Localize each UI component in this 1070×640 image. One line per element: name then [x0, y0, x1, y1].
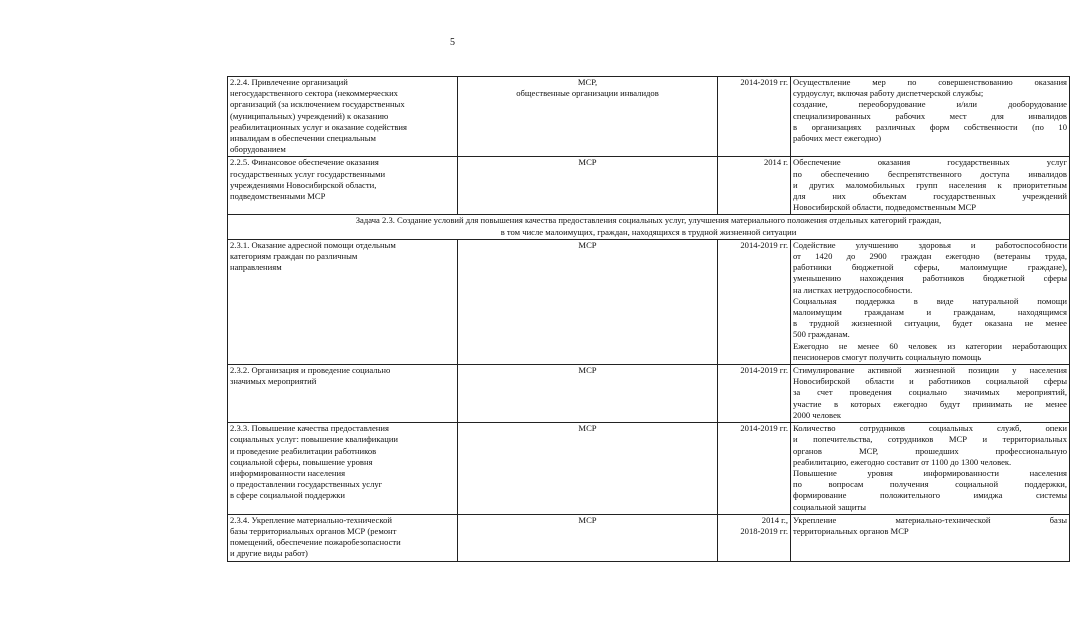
table-row — [228, 239, 1070, 364]
executor-cell — [458, 239, 718, 364]
cell-line: 2018-2019 гг. — [740, 525, 788, 536]
cell-line: реабилитационных услуг и оказание содействия — [230, 121, 407, 132]
cell-line: информированности населения — [230, 467, 346, 478]
cell-line: формирование положительного имиджа системы — [793, 490, 1067, 501]
cell-line: МСР, — [577, 77, 598, 87]
result-cell — [791, 514, 1070, 561]
cell-line: за счет проведения социально значимых мероприятий, — [793, 387, 1067, 398]
cell-line: Осуществление мер по совершенствованию оказания — [793, 77, 1067, 87]
cell-line: МСР — [578, 423, 597, 434]
cell-line: территориальных органов МСР — [793, 525, 909, 536]
cell-line: и проведение реабилитации работников — [230, 445, 377, 456]
cell-line: работники бюджетной сферы, малоимущие граждане), — [793, 262, 1067, 273]
activity-cell — [228, 365, 458, 423]
task-heading — [228, 215, 1070, 239]
cell-line: на листках нетрудоспособности. — [793, 284, 913, 295]
cell-line: специализированных рабочих мест для инвалидов — [793, 110, 1067, 121]
activity-cell — [228, 423, 458, 515]
cell-line: организаций (за исключением государственных — [230, 99, 405, 110]
cell-line: значимых мероприятий — [230, 376, 317, 387]
cell-line: инвалидам в обеспечении специальным — [230, 133, 376, 144]
cell-line: 2014 г. — [763, 157, 788, 168]
task-heading-line: в том числе малоимущих, граждан, находящихся в трудной жизненной ситуации — [500, 226, 797, 237]
cell-line: Социальная поддержка в виде натуральной помощи — [793, 295, 1067, 306]
cell-line: органов МСР, прошедших профессиональную — [793, 445, 1067, 456]
cell-line: в сфере социальной поддержки — [230, 490, 346, 501]
cell-line: МСР — [578, 365, 597, 376]
program-table — [227, 76, 1070, 562]
executor-cell — [458, 157, 718, 215]
cell-line: МСР — [578, 239, 597, 250]
activity-cell — [228, 239, 458, 364]
cell-line: в организациях различных форм собственности (по 10 — [793, 121, 1067, 132]
cell-line: Укрепление материально-технической базы — [793, 514, 1067, 525]
period-cell — [718, 157, 791, 215]
cell-line: Количество сотрудников социальных служб, опеки — [793, 423, 1067, 434]
activity-cell — [228, 157, 458, 215]
cell-line: 500 гражданам. — [793, 329, 850, 340]
cell-line: государственных услуг государственными — [230, 168, 386, 179]
cell-line: учреждениями Новосибирской области, — [230, 179, 377, 190]
cell-line: в трудной жизненной ситуации, будет оказана не менее — [793, 318, 1067, 329]
page-number: 5 — [450, 37, 455, 48]
executor-cell — [458, 365, 718, 423]
cell-line: 2.3.4. Укрепление материально-технической — [230, 514, 393, 525]
result-cell — [791, 77, 1070, 157]
cell-line: социальной защиты — [793, 501, 867, 512]
table-row — [228, 514, 1070, 561]
cell-line: оборудованием — [230, 144, 286, 155]
period-cell — [718, 77, 791, 157]
cell-line: 2.3.1. Оказание адресной помощи отдельным — [230, 239, 396, 250]
cell-line: направлениям — [230, 262, 282, 273]
result-cell — [791, 239, 1070, 364]
table-row — [228, 157, 1070, 215]
cell-line: 2014-2019 гг. — [740, 77, 788, 87]
task-heading-line: Задача 2.3. Создание условий для повышения качества предоставления социальных услуг, улучшения материального положения отдельных категорий граждан, — [355, 215, 942, 226]
cell-line: малоимущим гражданам и гражданам, находящимся — [793, 307, 1067, 318]
cell-line: по обеспечению беспрепятственного доступа инвалидов — [793, 168, 1067, 179]
activity-cell — [228, 77, 458, 157]
cell-line: подведомственными МСР — [230, 191, 326, 202]
cell-line: базы территориальных органов МСР (ремонт — [230, 525, 397, 536]
period-cell — [718, 514, 791, 561]
result-cell — [791, 423, 1070, 515]
executor-cell — [458, 77, 718, 157]
cell-line: 2014-2019 гг. — [740, 239, 788, 250]
cell-line: 2014-2019 гг. — [740, 423, 788, 434]
cell-line: 2000 человек — [793, 409, 842, 420]
cell-line: категориям граждан по различным — [230, 251, 358, 262]
cell-line: Содействие улучшению здоровья и работоспособности — [793, 239, 1067, 250]
cell-line: 2.3.2. Организация и проведение социально — [230, 365, 391, 376]
cell-line: помещений, обеспечение пожаробезопасности — [230, 537, 401, 548]
cell-line: уменьшению нахождения работников бюджетной сферы — [793, 273, 1067, 284]
table-row — [228, 365, 1070, 423]
cell-line: МСР — [578, 157, 597, 168]
cell-line: и другие виды работ) — [230, 548, 308, 559]
executor-cell — [458, 514, 718, 561]
executor-cell — [458, 423, 718, 515]
cell-line: 2.2.4. Привлечение организаций — [230, 77, 348, 87]
cell-line: 2.3.3. Повышение качества предоставления — [230, 423, 389, 434]
cell-line: (муниципальных) учреждений) к оказанию — [230, 110, 389, 121]
cell-line: и других маломобильных групп населения к приоритетным — [793, 179, 1067, 190]
task-heading-row — [228, 215, 1070, 239]
table-row — [228, 423, 1070, 515]
cell-line: по вопросам получения социальной поддержки, — [793, 479, 1067, 490]
cell-line: негосударственного сектора (некоммерческих — [230, 88, 398, 99]
cell-line: рабочих мест ежегодно) — [793, 133, 882, 144]
cell-line: пенсионеров смогут получить социальную помощь — [793, 351, 982, 362]
result-cell — [791, 157, 1070, 215]
cell-line: от 1420 до 2900 граждан ежегодно (ветераны труда, — [793, 251, 1067, 262]
cell-line: сурдоуслуг, включая работу диспетчерской службы; — [793, 88, 984, 99]
cell-line: участие в которых ежегодно будут принимать не менее — [793, 398, 1067, 409]
cell-line: общественные организации инвалидов — [516, 88, 659, 99]
cell-line: МСР — [578, 514, 597, 525]
period-cell — [718, 423, 791, 515]
cell-line: социальных услуг: повышение квалификации — [230, 434, 399, 445]
cell-line: реабилитацию, ежегодно составит от 1100 до 1300 человек. — [793, 456, 1012, 467]
cell-line: 2014 г., — [761, 514, 788, 525]
table-row — [228, 77, 1070, 157]
result-cell — [791, 365, 1070, 423]
cell-line: создание, переоборудование и/или дооборудование — [793, 99, 1067, 110]
cell-line: и попечительства, сотрудников МСР и территориальных — [793, 434, 1067, 445]
period-cell — [718, 239, 791, 364]
cell-line: Повышение уровня информированности населения — [793, 467, 1067, 478]
period-cell — [718, 365, 791, 423]
cell-line: о предоставлении государственных услуг — [230, 479, 383, 490]
cell-line: Новосибирской области, подведомственным МСР — [793, 202, 977, 213]
cell-line: Новосибирской области и работников социальной сферы — [793, 376, 1067, 387]
cell-line: Ежегодно не менее 60 человек из категории неработающих — [793, 340, 1067, 351]
cell-line: социальной сферы, повышение уровня — [230, 456, 373, 467]
cell-line: для них объектам государственных учреждений — [793, 191, 1067, 202]
cell-line: 2.2.5. Финансовое обеспечение оказания — [230, 157, 379, 168]
cell-line: Стимулирование активной жизненной позиции у населения — [793, 365, 1067, 376]
cell-line: Обеспечение оказания государственных услуг — [793, 157, 1067, 168]
activity-cell — [228, 514, 458, 561]
cell-line: 2014-2019 гг. — [740, 365, 788, 376]
